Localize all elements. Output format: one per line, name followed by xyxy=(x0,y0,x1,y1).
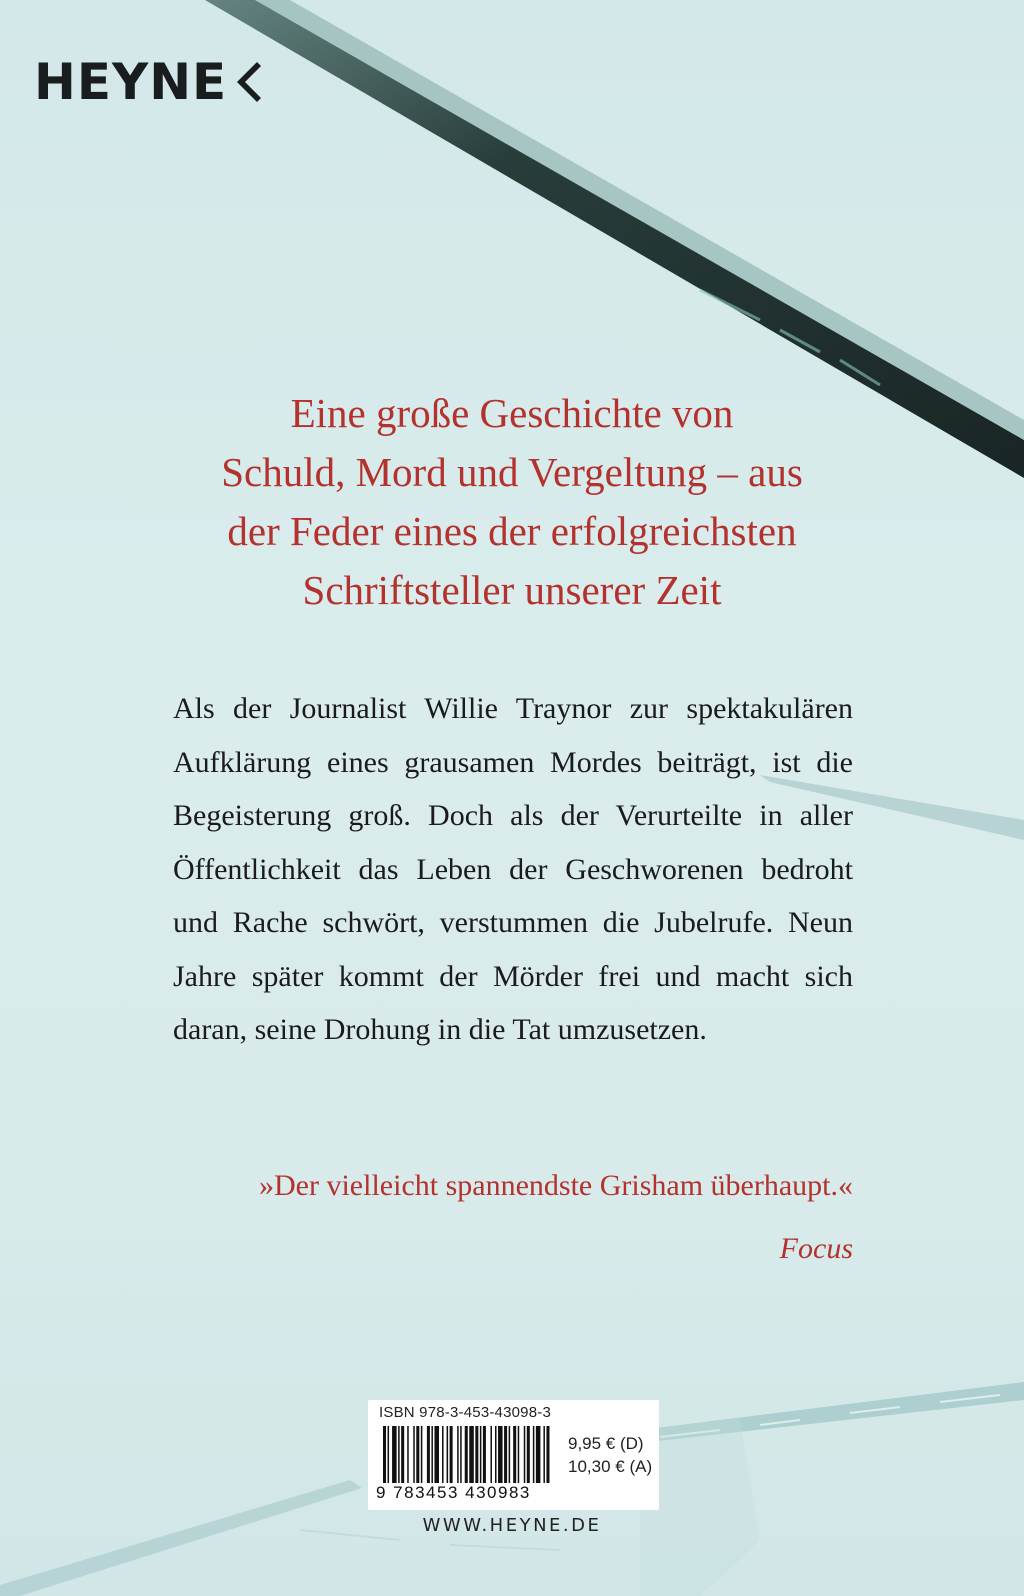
headline: Eine große Geschichte von Schuld, Mord und Vergeltung – aus der Feder eines der erfolgreichsten Schriftsteller unserer Zeit xyxy=(221,390,803,613)
publisher-logo xyxy=(34,52,261,112)
blurb-text: Als der Journalist Willie Traynor zur spektakulären Aufklärung eines grausamen Mordes beiträgt, ist die Begeisterung groß. Doch als der Verurteilte in aller Öffentlichkeit das Leben der Geschworenen bedroht und Rache schwört, verstummen die Jubelrufe. Neun Jahre später kommt der Mörder frei und macht sich daran, seine Drohung in die Tat umzusetzen. xyxy=(173,692,853,1046)
price-austria: 10,30 € (A) xyxy=(568,1457,653,1476)
publisher-logo-text: HEYNE xyxy=(34,53,228,111)
price-germany: 9,95 € (D) xyxy=(568,1434,644,1453)
press-quote-source: Focus xyxy=(779,1232,853,1265)
press-quote: »Der vielleicht spannendste Grisham überhaupt.« xyxy=(259,1169,853,1202)
isbn-number: ISBN 978-3-453-43098-3 xyxy=(379,1404,552,1421)
barcode-digits: 9 783453 430983 xyxy=(376,1483,531,1502)
publisher-website: WWW.HEYNE.DE xyxy=(422,1515,602,1536)
chevron-left-icon xyxy=(233,60,261,104)
barcode-label xyxy=(368,1400,659,1510)
barcode-icon xyxy=(383,1426,551,1483)
